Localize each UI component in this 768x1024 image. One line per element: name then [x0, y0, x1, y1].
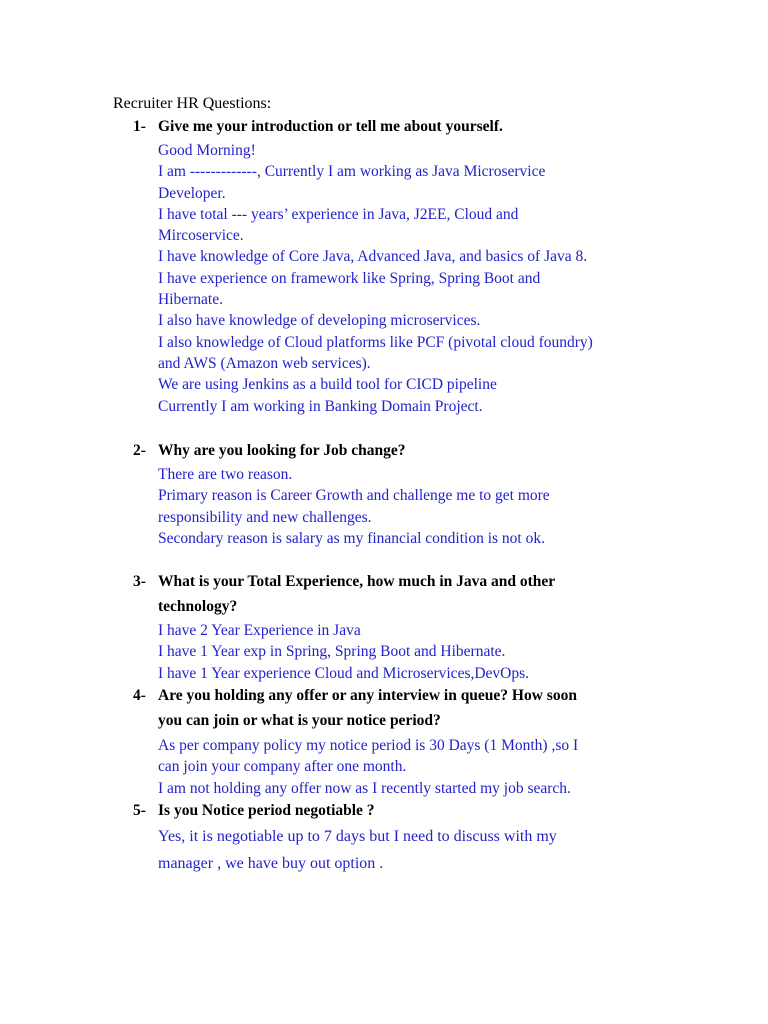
answer-line: I have experience on framework like Spring, Spring Boot and [158, 269, 541, 287]
answer-line: I have knowledge of Core Java, Advanced Java, and basics of Java 8. [158, 248, 588, 266]
answer-line: Good Morning! [158, 142, 256, 159]
answer-block [158, 735, 768, 799]
question-text: Why are you looking for Job change? [158, 442, 406, 459]
question-2 [0, 438, 768, 549]
answer-block [158, 620, 768, 684]
answer-block [158, 140, 768, 417]
answer-line: Mircoservice. [158, 227, 244, 245]
question-heading [0, 683, 768, 733]
question-heading [0, 114, 768, 139]
question-3 [0, 569, 768, 684]
answer-line: Currently I am working in Banking Domain Project. [158, 397, 483, 415]
question-text-line: What is your Total Experience, how much in Java and other [158, 573, 556, 590]
answer-line: Hibernate. [158, 291, 223, 309]
question-5 [0, 798, 768, 877]
question-text [158, 683, 638, 733]
answer-line: I have 1 Year exp in Spring, Spring Boot and Hibernate. [158, 643, 506, 661]
question-heading [0, 569, 768, 619]
question-text-line: you can join or what is your notice period? [158, 712, 441, 729]
answer-line: can join your company after one month. [158, 758, 407, 776]
answer-line: I am not holding any offer now as I recently started my job search. [158, 779, 571, 797]
answer-line: I also have knowledge of developing microservices. [158, 312, 481, 330]
question-number: 3- [133, 573, 146, 590]
answer-line: Yes, it is negotiable up to 7 days but I need to discuss with my [158, 828, 557, 845]
answer-line: I also knowledge of Cloud platforms like PCF (pivotal cloud foundry) [158, 333, 593, 351]
answer-line: Primary reason is Career Growth and challenge me to get more [158, 487, 550, 505]
answer-block [158, 823, 768, 877]
answer-line: As per company policy my notice period is 30 Days (1 Month) ,so I [158, 737, 579, 754]
answer-line: Secondary reason is salary as my financial condition is not ok. [158, 529, 545, 547]
answer-line: and AWS (Amazon web services). [158, 354, 371, 372]
answer-line: I have 2 Year Experience in Java [158, 622, 361, 639]
question-1 [0, 114, 768, 417]
question-4 [0, 683, 768, 799]
question-number: 2- [133, 442, 146, 459]
answer-line: We are using Jenkins as a build tool for CICD pipeline [158, 376, 497, 394]
answer-line: There are two reason. [158, 466, 293, 483]
question-text: Give me your introduction or tell me about yourself. [158, 118, 503, 135]
question-number: 4- [133, 687, 146, 704]
answer-line: Developer. [158, 184, 226, 202]
question-text: Is you Notice period negotiable ? [158, 802, 375, 819]
question-heading [0, 798, 768, 823]
question-heading [0, 438, 768, 463]
question-number: 5- [133, 802, 146, 819]
document-title: Recruiter HR Questions: [113, 95, 272, 112]
answer-line: responsibility and new challenges. [158, 508, 372, 526]
answer-line: I have total --- years’ experience in Java, J2EE, Cloud and [158, 205, 519, 223]
answer-block [158, 464, 768, 549]
question-text [158, 569, 638, 619]
answer-line: manager , we have buy out option . [158, 855, 384, 872]
answer-line: I have 1 Year experience Cloud and Microservices,DevOps. [158, 664, 530, 682]
question-text-line: technology? [158, 598, 238, 615]
answer-line: I am -------------, Currently I am working as Java Microservice [158, 163, 546, 181]
question-number: 1- [133, 118, 146, 135]
question-text-line: Are you holding any offer or any interview in queue? How soon [158, 687, 577, 704]
